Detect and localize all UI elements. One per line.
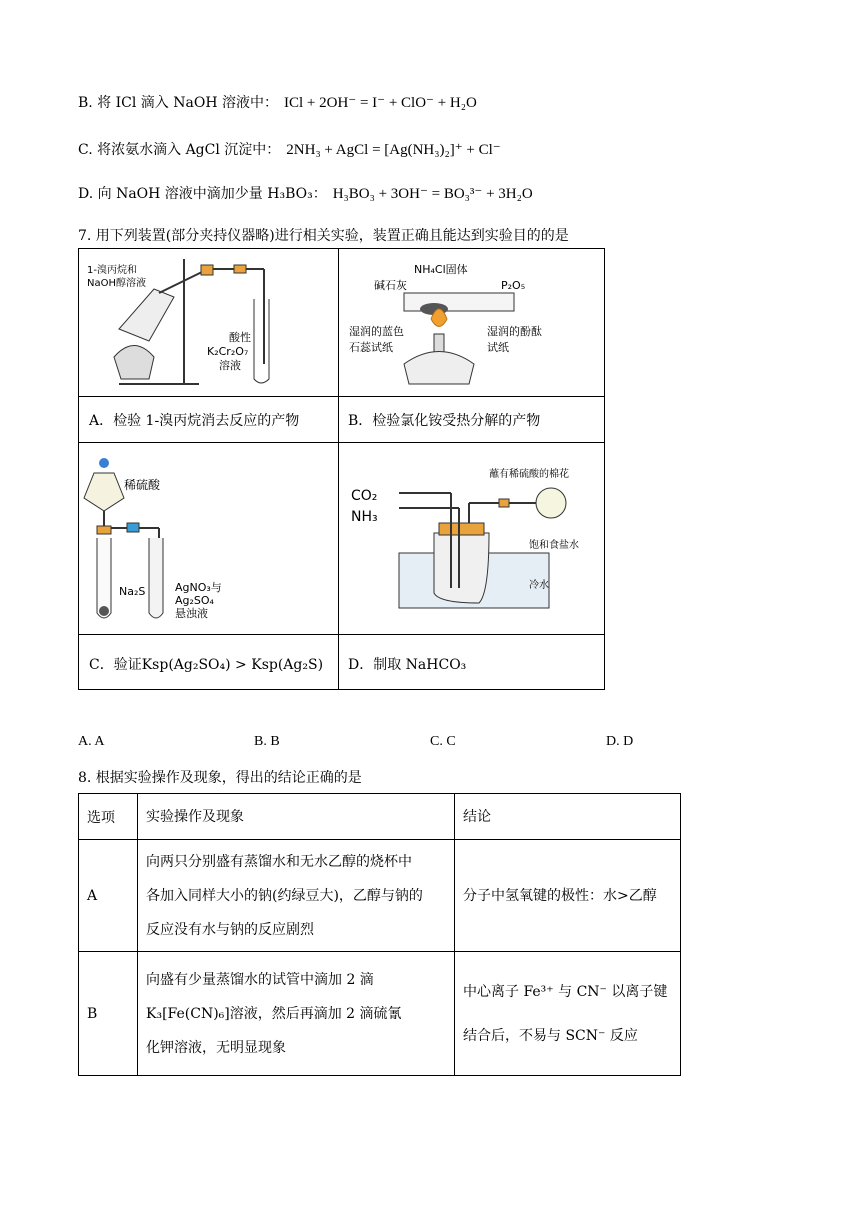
answer-option-b[interactable]: B. B [254,734,280,749]
question-8-stem: 8. 根据实验操作及现象，得出的结论正确的是 [78,770,362,786]
caption-a: A．检验 1-溴丙烷消去反应的产物 [89,413,300,429]
row-key: B [79,952,138,1076]
caption-b: B．检验氯化铵受热分解的产物 [348,413,541,429]
apparatus-b-figure [339,249,605,396]
q8-table [78,793,681,1076]
apparatus-d-label-3: 蘸有稀硫酸的棉花 [489,469,569,480]
apparatus-a-label-4: K₂Cr₂O₇ [207,345,249,358]
row-conclusion: 分子中氢氧键的极性：水>乙醇 [455,840,681,952]
header-conclusion: 结论 [455,794,681,840]
apparatus-a-label-3: 酸性 [229,331,251,344]
equation-c: 2NH₃ + AgCl = [Ag(NH₃)₂]⁺ + Cl⁻ [286,142,501,158]
q7-apparatus-grid [78,248,605,690]
caption-d: D．制取 NaHCO₃ [348,657,467,673]
header-operation: 实验操作及现象 [138,794,455,840]
apparatus-d-label-4: 饱和食盐水 [529,540,579,551]
row-operation: 向两只分别盛有蒸馏水和无水乙醇的烧杯中 各加入同样大小的钠(约绿豆大)，乙醇与钠的 反应没有水与钠的反应剧烈 [138,840,455,952]
apparatus-c-figure [79,443,338,633]
apparatus-c-label-1: 稀硫酸 [124,478,161,492]
apparatus-a-label-1: 1-溴丙烷和 [87,265,137,276]
option-d-line: D. 向 NaOH 溶液中滴加少量 H₃BO₃： H₃BO₃ + 3OH⁻ = BO₃³⁻ + 3H₂O [78,186,533,202]
apparatus-d-figure [339,443,605,633]
apparatus-a-label-2: NaOH醇溶液 [87,278,146,289]
apparatus-c-label-5: 悬浊液 [175,607,208,620]
answer-option-c[interactable]: C. C [430,734,456,749]
apparatus-a-label-5: 溶液 [219,359,241,372]
option-b-line: B. 将 ICl 滴入 NaOH 溶液中： ICl + 2OH⁻ = I⁻ + ClO⁻ + H₂O [78,95,477,111]
row-operation: 向盛有少量蒸馏水的试管中滴加 2 滴 K₃[Fe(CN)₆]溶液，然后再滴加 2 滴硫氰 化钾溶液，无明显现象 [138,952,455,1076]
table-row [79,952,681,1076]
answer-option-a[interactable]: A. A [78,734,105,749]
row-conclusion: 中心离子 Fe³⁺ 与 CN⁻ 以离子键 结合后，不易与 SCN⁻ 反应 [455,952,681,1076]
answer-option-d[interactable]: D. D [606,734,634,749]
apparatus-b-label-3: P₂O₅ [501,279,526,292]
equation-b: ICl + 2OH⁻ = I⁻ + ClO⁻ + H₂O [284,95,477,111]
apparatus-b-label-2: 碱石灰 [374,279,407,292]
apparatus-b-label-1: NH₄Cl固体 [414,263,468,276]
option-c-line: C. 将浓氨水滴入 AgCl 沉淀中： 2NH₃ + AgCl = [Ag(NH₃)₂]⁺ + Cl⁻ [78,142,501,158]
apparatus-b-label-4: 湿润的蓝色 [349,325,404,338]
apparatus-c-label-4: Ag₂SO₄ [175,594,214,607]
apparatus-d-label-5: 冷水 [529,580,549,591]
table-header-row [79,794,681,840]
apparatus-d-label-2: NH₃ [351,509,378,525]
equation-d: H₃BO₃ + 3OH⁻ = BO₃³⁻ + 3H₂O [332,186,533,202]
question-7-stem: 7. 用下列装置(部分夹持仪器略)进行相关实验，装置正确且能达到实验目的的是 [78,228,569,244]
apparatus-b-label-6: 湿润的酚酞 [487,325,542,338]
apparatus-c-label-3: AgNO₃与 [175,581,222,594]
apparatus-a-figure [79,249,338,396]
row-key: A [79,840,138,952]
caption-c: C．验证Ksp(Ag₂SO₄) > Ksp(Ag₂S) [89,657,324,673]
apparatus-b-label-7: 试纸 [487,341,509,354]
table-row [79,840,681,952]
apparatus-d-label-1: CO₂ [351,488,378,504]
apparatus-c-label-2: Na₂S [119,585,146,598]
apparatus-b-label-5: 石蕊试纸 [349,341,393,354]
header-option: 选项 [79,794,138,840]
